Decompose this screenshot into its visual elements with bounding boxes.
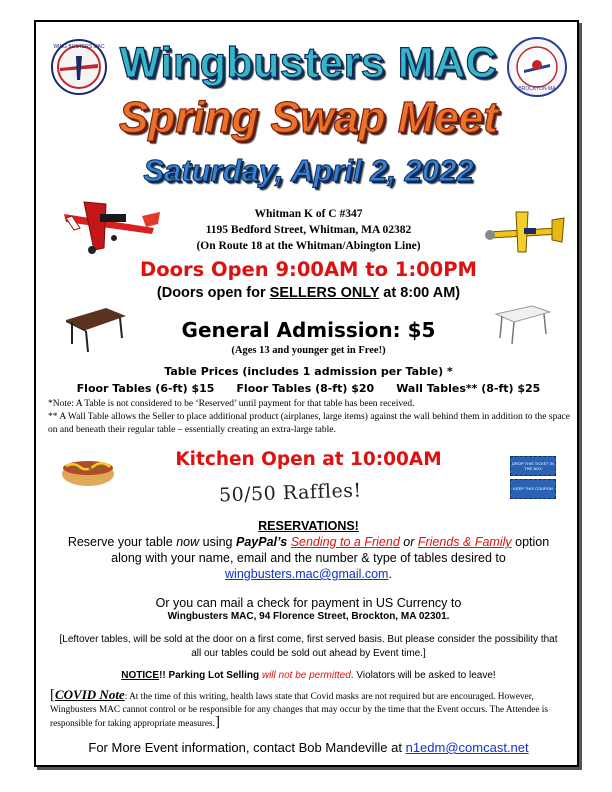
price-floor-8ft: Floor Tables (8-ft) $20 [236, 382, 375, 395]
event-title: Spring Swap Meet [119, 93, 498, 142]
price-floor-6ft: Floor Tables (6-ft) $15 [76, 382, 215, 395]
table-prices-row [36, 382, 581, 395]
logo-right-text: BROCKTON MA [518, 86, 556, 92]
venue-name: Whitman K of C #347 [254, 208, 363, 220]
price-wall-8ft: Wall Tables** (8-ft) $25 [396, 382, 541, 395]
raffle-text: 50/50 Raffles! [218, 479, 362, 507]
leftover-tables-text: [Leftover tables, will be sold at the door on a first come, first served basis. But please consider the possibility that all our tables could be sold out ahead by Event time.] [59, 634, 558, 659]
reserved-note: *Note: A Table is not considered to be ‘Reserved’ until payment for that table has been received. [48, 399, 415, 409]
reservations-text: Reserve your table now using PayPal’s Sending to a Friend or Friends & Family option along with your name, email and the number & type of tables desired to wingbusters.mac@gmail.com. [67, 535, 550, 581]
venue-route: (On Route 18 at the Whitman/Abington Line) [196, 240, 421, 252]
parking-notice: NOTICE!! Parking Lot Selling will not be permitted. Violators will be asked to leave! [121, 670, 496, 681]
ticket-bottom: KEEP THIS COUPON [510, 479, 556, 499]
general-admission: General Admission: $5 [181, 318, 436, 342]
raffle-ticket-image [510, 456, 560, 504]
mail-address: Wingbusters MAC, 94 Florence Street, Brockton, MA 02301. [167, 611, 450, 622]
reservations-heading: RESERVATIONS! [258, 519, 359, 533]
kitchen-open: Kitchen Open at 10:00AM [175, 449, 442, 470]
table-prices-heading: Table Prices (includes 1 admission per Table) * [164, 365, 453, 378]
contact-line: For More Event information, contact Bob Mandeville at n1edm@comcast.net [88, 740, 529, 755]
wall-table-note: ** A Wall Table allows the Seller to place additional product (airplanes, large items) against the wall behind them in addition to the space on and beneath their regular table – essentially creating an extra-large table. [48, 412, 570, 435]
contact-email-link[interactable]: n1edm@comcast.net [405, 740, 529, 755]
event-date: Saturday, April 2, 2022 [143, 153, 474, 188]
sellers-hours: (Doors open for SELLERS ONLY at 8:00 AM) [156, 285, 461, 301]
flyer-frame [34, 20, 579, 767]
doors-open-hours: Doors Open 9:00AM to 1:00PM [140, 258, 477, 281]
covid-note: [COVID Note: At the time of this writing, health laws state that Covid masks are not required but are encouraged. However, Wingbusters MAC cannot control or be responsible for any changes that may occur by the time that the Event occurs. The Attendee is responsible for taking appropriate measures.] [50, 687, 548, 730]
ticket-top: DROP THIS TICKET IN THE BOX [510, 456, 556, 476]
logo-left-text: WING BUSTERS MAC [53, 44, 105, 50]
venue-street: 1195 Bedford Street, Whitman, MA 02382 [205, 224, 412, 236]
ages-free-note: (Ages 13 and younger get in Free!) [231, 345, 386, 356]
club-title: Wingbusters MAC [119, 39, 498, 87]
paypal-family-option: Friends & Family [417, 535, 512, 549]
reservation-email-link[interactable]: wingbusters.mac@gmail.com [225, 567, 389, 581]
mail-check-text: Or you can mail a check for payment in US Currency to [155, 596, 462, 610]
paypal-friend-option: Sending to a Friend [290, 535, 400, 549]
